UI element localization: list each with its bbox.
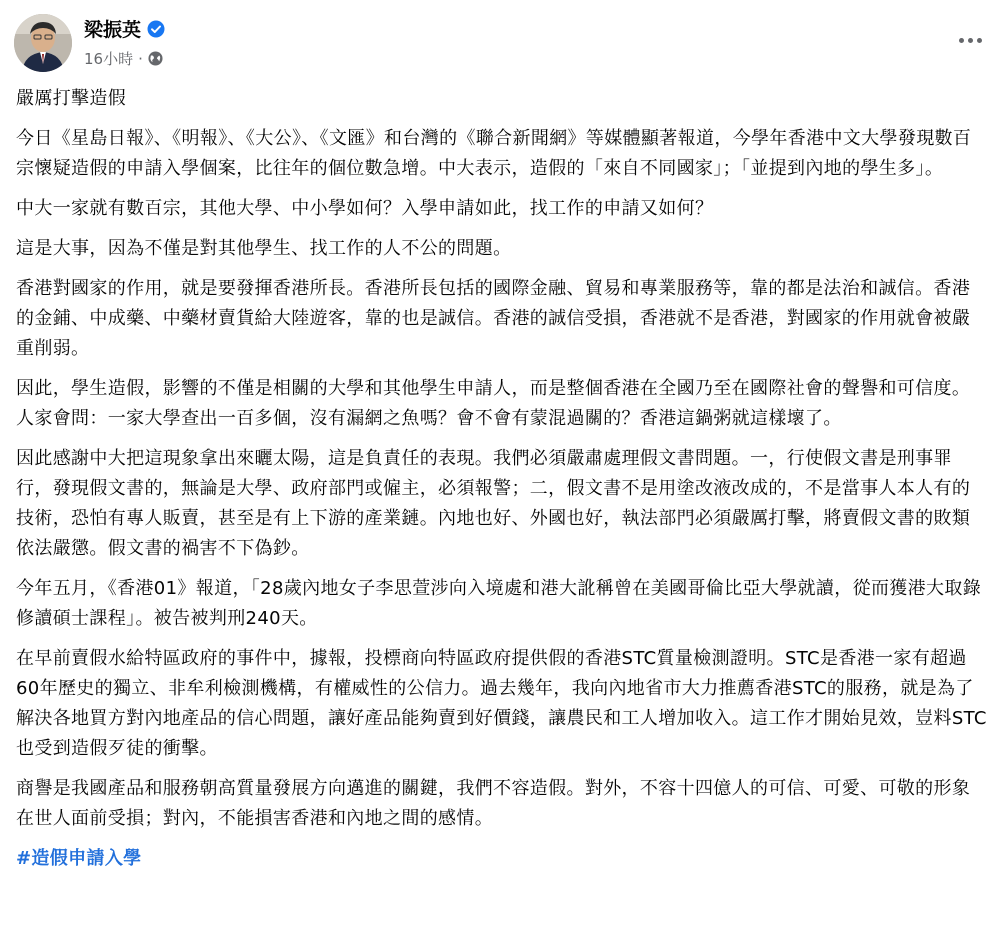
post-body [16,84,988,884]
more-dot [977,38,982,43]
time-row [84,48,165,69]
author-name[interactable]: 梁振英 [84,19,142,41]
verified-badge-icon [147,20,165,38]
post-paragraph: 商譽是我國產品和服務朝高質量發展方向邁進的關鍵，我們不容造假。對外，不容十四億人的可信、可愛、可敬的形象在世人面前受損；對內，不能損害香港和內地之間的感情。 [16,778,971,829]
post-paragraph: 香港對國家的作用，就是要發揮香港所長。香港所長包括的國際金融、貿易和專業服務等，靠的都是法治和誠信。香港的金鋪、中成藥、中藥材賣貨給大陸遊客，靠的也是誠信。香港的誠信受損，香港就不是香港，對國家的作用就會被嚴重削弱。 [16,278,971,359]
post-meta [84,15,165,69]
more-dot [959,38,964,43]
post-paragraph: 今年五月，《香港01》報道，「28歲內地女子李思萱涉向入境處和港大訛稱曾在美國哥倫比亞大學就讀，從而獲港大取錄修讀碩士課程」。被告被判刑240天。 [16,578,982,629]
post-title: 嚴厲打擊造假 [16,88,127,109]
avatar-image [14,14,72,72]
post-paragraph: 因此，學生造假，影響的不僅是相關的大學和其他學生申請人，而是整個香港在全國乃至在國際社會的聲譽和可信度。人家會問：一家大學查出一百多個，沒有漏網之魚嗎？會不會有蒙混過關的？香港這鍋粥就這樣壞了。 [16,378,971,429]
post-paragraph: 中大一家就有數百宗，其他大學、中小學如何？入學申請如此，找工作的申請又如何？ [16,198,714,219]
post-paragraph: 因此感謝中大把這現象拿出來曬太陽，這是負責任的表現。我們必須嚴肅處理假文書問題。一，行使假文書是刑事罪行，發現假文書的，無論是大學、政府部門或僱主，必須報警；二，假文書不是用塗改液改成的，不是當事人本人有的技術，恐怕有專人販賣，甚至是有上下游的產業鏈。內地也好、外國也好，執法部門必須嚴厲打擊，將賣假文書的敗類依法嚴懲。假文書的禍害不下偽鈔。 [16,448,971,559]
post-paragraph: 這是大事，因為不僅是對其他學生、找工作的人不公的問題。 [16,238,512,259]
name-row [84,15,165,42]
post-header [14,14,165,72]
more-dot [968,38,973,43]
post-paragraph: 在早前賣假水給特區政府的事件中，據報，投標商向特區政府提供假的香港STC質量檢測證明。STC是香港一家有超過60年歷史的獨立、非牟利檢測機構，有權威性的公信力。過去幾年，我向內地省市大力推薦香港STC的服務，就是為了解決各地買方對內地產品的信心問題，讓好產品能夠賣到好價錢，讓農民和工人增加收入。這工作才開始見效，豈料STC也受到造假歹徒的衝擊。 [16,648,987,759]
post-timestamp[interactable]: 16小時 [84,50,134,68]
meta-separator: · [138,49,143,68]
post-paragraph: 今日《星島日報》、《明報》、《大公》、《文匯》和台灣的《聯合新聞網》等媒體顯著報道，今學年香港中文大學發現數百宗懷疑造假的申請入學個案，比往年的個位數急增。中大表示，造假的「來自不同國家」；「並提到內地的學生多」。 [16,128,972,179]
hashtag-row [16,844,988,874]
globe-icon[interactable] [148,51,163,66]
hashtag-link[interactable]: #造假申請入學 [16,848,142,869]
avatar[interactable] [14,14,72,72]
more-options-icon[interactable] [954,24,986,56]
